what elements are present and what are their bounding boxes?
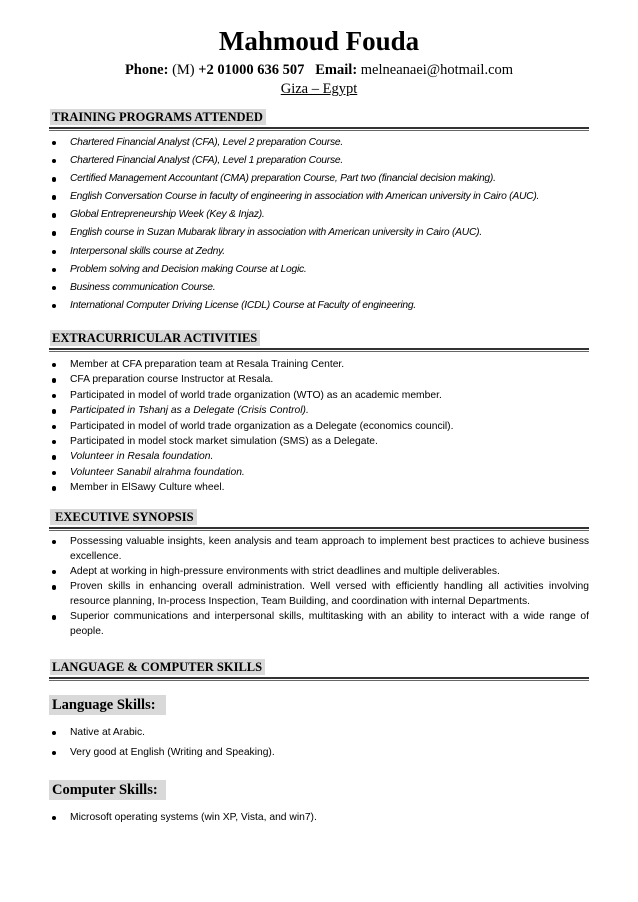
list-item: Microsoft operating systems (win XP, Vista, and win7). <box>49 810 589 826</box>
computer-skills-heading: Computer Skills: <box>49 780 166 800</box>
list-item: Chartered Financial Analyst (CFA), Level 1 preparation Course. <box>49 152 589 170</box>
candidate-name: Mahmoud Fouda <box>218 26 420 56</box>
divider <box>49 348 589 350</box>
divider <box>49 527 589 529</box>
computer-skills-list <box>49 810 589 826</box>
training-list <box>49 134 589 315</box>
divider <box>49 130 589 131</box>
list-item: Participated in model of world trade organization as a Delegate (economics council). <box>49 419 589 434</box>
list-item: Business communication Course. <box>49 279 589 297</box>
section-title: EXTRACURRICULAR ACTIVITIES <box>50 330 260 346</box>
section-title: EXECUTIVE SYNOPSIS <box>50 509 197 525</box>
list-item: Proven skills in enhancing overall administration. Well versed with efficiently handling all activities involving resource planning, In-process Inspection, Team Building, and coordination with internal Departments. <box>49 580 589 610</box>
list-item: Participated in Tshanj as a Delegate (Crisis Control). <box>49 403 589 418</box>
list-item: CFA preparation course Instructor at Resala. <box>49 372 589 387</box>
list-item: English Conversation Course in faculty of engineering in association with American university in Cairo (AUC). <box>49 188 589 206</box>
email-label: Email: <box>315 62 358 78</box>
section-title: LANGUAGE & COMPUTER SKILLS <box>50 659 265 675</box>
list-item: Member in ElSawy Culture wheel. <box>49 480 589 495</box>
divider <box>49 677 589 679</box>
list-item: Possessing valuable insights, keen analysis and team approach to implement best practices to achieve business excellence. <box>49 535 589 565</box>
phone-number: +2 01000 636 507 <box>198 62 305 78</box>
list-item: International Computer Driving License (ICDL) Course at Faculty of engineering. <box>49 297 589 315</box>
list-item: Adept at working in high-pressure environments with strict deadlines and multiple deliverables. <box>49 565 589 580</box>
phone-label: Phone: <box>124 62 169 78</box>
email-address[interactable]: melneanaei@hotmail.com <box>357 62 514 78</box>
list-item: Volunteer Sanabil alrahma foundation. <box>49 465 589 480</box>
extracurricular-list <box>49 357 589 496</box>
list-item: Global Entrepreneurship Week (Key & Injaz). <box>49 206 589 224</box>
contact-line <box>0 62 638 79</box>
list-item: Member at CFA preparation team at Resala Training Center. <box>49 357 589 372</box>
list-item: Chartered Financial Analyst (CFA), Level 2 preparation Course. <box>49 134 589 152</box>
list-item: Superior communications and interpersonal skills, multitasking with an ability to interact with a wide range of people. <box>49 610 589 640</box>
list-item: Problem solving and Decision making Course at Logic. <box>49 261 589 279</box>
section-title: TRAINING PROGRAMS ATTENDED <box>50 109 266 125</box>
location: Giza – Egypt <box>280 81 358 97</box>
section-header-extracurricular <box>49 330 589 350</box>
list-item: Participated in model stock market simulation (SMS) as a Delegate. <box>49 434 589 449</box>
section-header-synopsis <box>49 509 589 529</box>
language-skills-heading: Language Skills: <box>49 695 166 715</box>
list-item: Certified Management Accountant (CMA) preparation Course, Part two (financial decision making). <box>49 170 589 188</box>
section-header-skills <box>49 659 589 679</box>
list-item: English course in Suzan Mubarak library in association with American university in Cairo (AUC). <box>49 224 589 242</box>
list-item: Very good at English (Writing and Speaking). <box>49 745 589 761</box>
divider <box>49 127 589 129</box>
list-item: Volunteer in Resala foundation. <box>49 449 589 464</box>
section-header-training <box>49 109 589 129</box>
language-skills-list <box>49 725 589 761</box>
list-item: Participated in model of world trade organization (WTO) as an academic member. <box>49 388 589 403</box>
divider <box>49 680 589 681</box>
phone-type: (M) <box>168 62 199 78</box>
divider <box>49 530 589 531</box>
list-item: Interpersonal skills course at Zedny. <box>49 243 589 261</box>
synopsis-list <box>49 535 589 641</box>
divider <box>49 351 589 352</box>
list-item: Native at Arabic. <box>49 725 589 741</box>
